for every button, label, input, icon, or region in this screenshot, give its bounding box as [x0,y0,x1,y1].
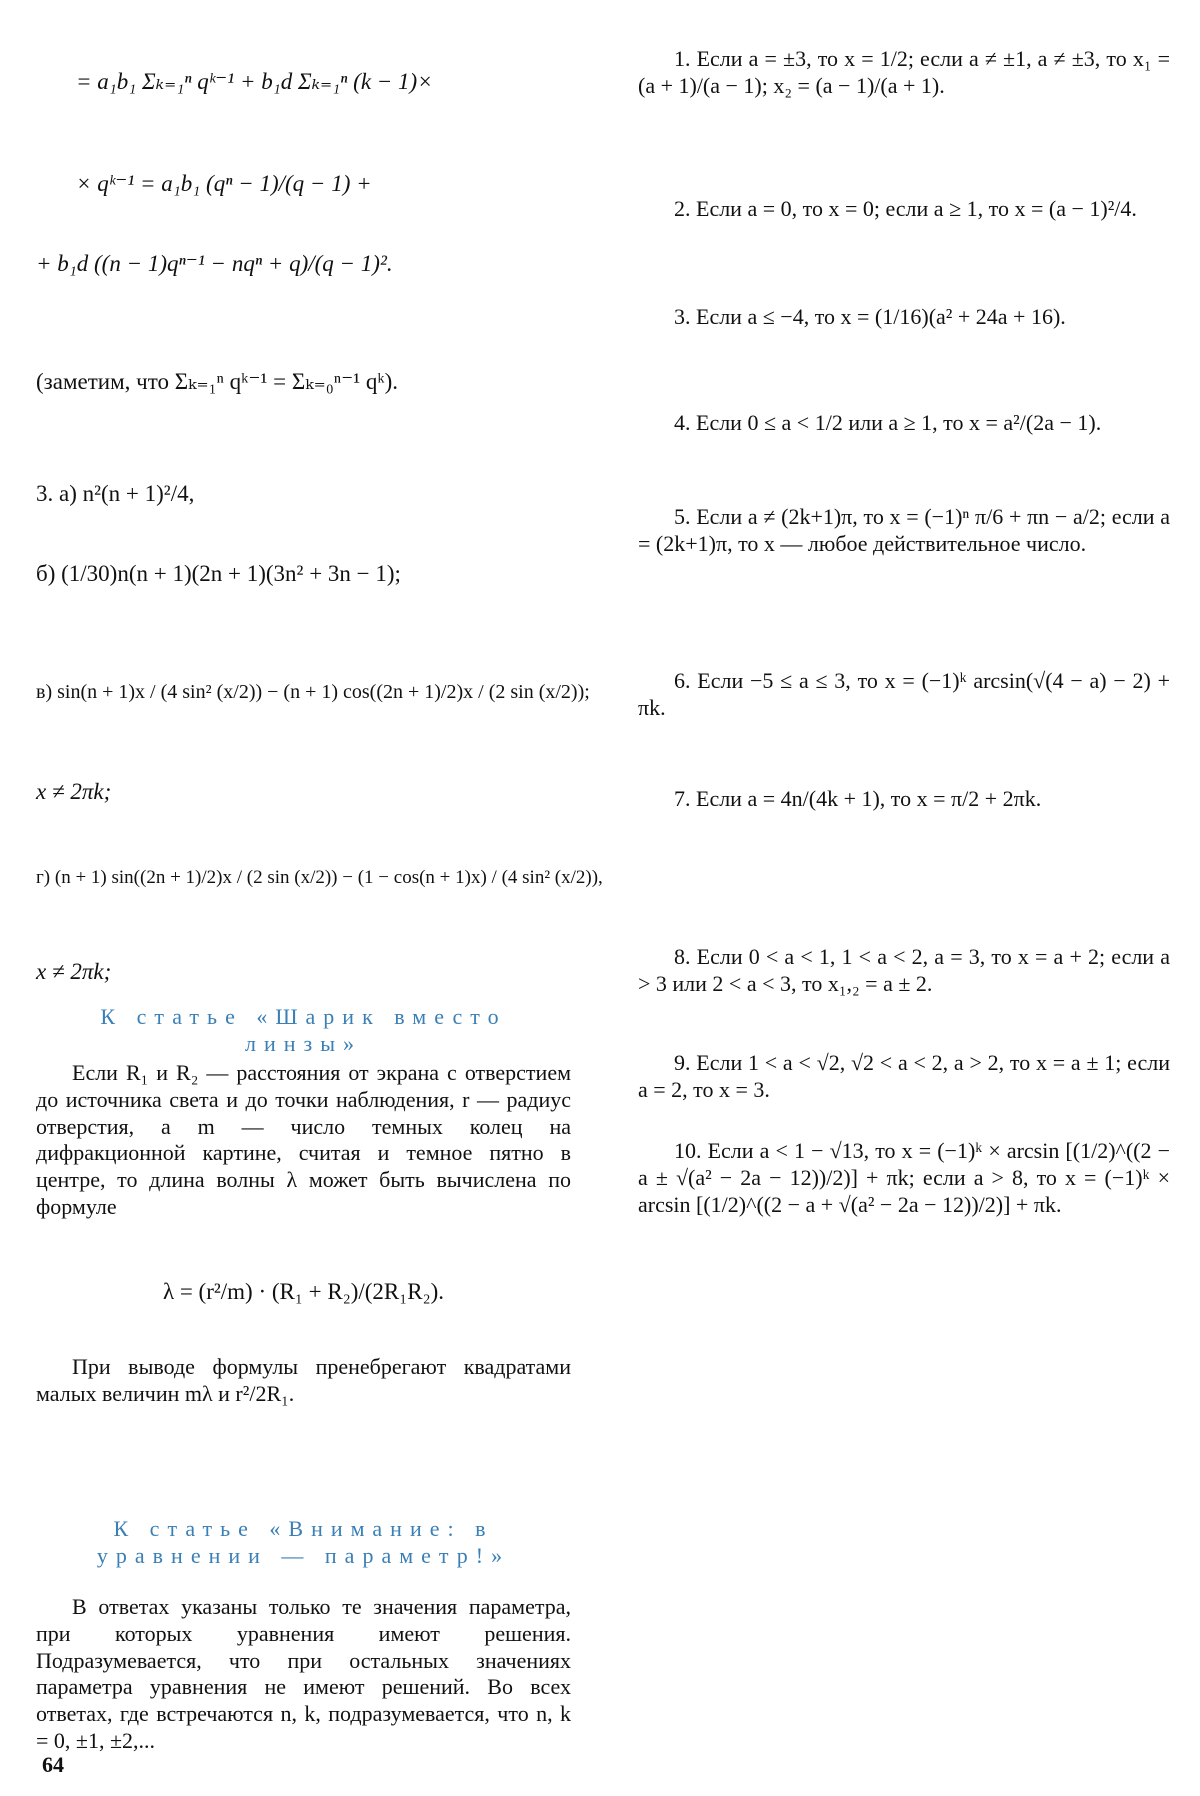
section-heading-parameter: К статье «Внимание: в уравнении — параметр!» [96,1516,511,1568]
formula-line-3: + b₁d ((n − 1)qⁿ⁻¹ − nqⁿ + q)/(q − 1)². [36,251,393,276]
answer-3g-condition: x ≠ 2πk; [36,959,112,984]
answer-3v-condition: x ≠ 2πk; [36,779,112,804]
formula-line-2: × qᵏ⁻¹ = a₁b₁ (qⁿ − 1)/(q − 1) + [76,171,372,196]
page-number: 64 [42,1752,64,1777]
section-parameter-paragraph: В ответах указаны только те значения параметра, при которых уравнения имеют решения. Подразумевается, что при остальных значениях параметра уравнения не имеют решений. Во всех ответах, где встречаются n, k, подразумевается, что n, k = 0, ±1, ±2,... [36,1594,571,1754]
answer-3v: в) sin(n + 1)x / (4 sin² (x/2)) − (n + 1) cos((2n + 1)/2)x / (2 sin (x/2)); [36,681,590,703]
answer-3g: г) (n + 1) sin((2n + 1)/2)x / (2 sin (x/2)) − (1 − cos(n + 1)x) / (4 sin² (x/2)), [36,867,603,888]
wavelength-formula: λ = (r²/m) · (R₁ + R₂)/(2R₁R₂). [162,1279,445,1304]
answer-item-10: 10. Если a < 1 − √13, то x = (−1)ᵏ × arcsin [(1/2)^((2 − a ± √(a² − 2a − 12))/2)] + πk; если a > 8, то x = (−1)ᵏ × arcsin [(1/2)^((2 − a + √(a² − 2a − 12))/2)] + πk. [638,1138,1170,1217]
answer-item-1: 1. Если a = ±3, то x = 1/2; если a ≠ ±1, a ≠ ±3, то x₁ = (a + 1)/(a − 1); x₂ = (a − 1)/(a + 1). [638,46,1170,98]
right-column [638,20,1170,1760]
answer-item-6: 6. Если −5 ≤ a ≤ 3, то x = (−1)ᵏ arcsin(√(4 − a) − 2) + πk. [638,668,1170,720]
answer-item-8: 8. Если 0 < a < 1, 1 < a < 2, a = 3, то x = a + 2; если a > 3 или 2 < a < 3, то x₁,₂ = a ± 2. [638,944,1170,996]
formula-line-1: = a₁b₁ Σₖ₌₁ⁿ qᵏ⁻¹ + b₁d Σₖ₌₁ⁿ (k − 1)× [76,69,433,94]
answer-item-2: 2. Если a = 0, то x = 0; если a ≥ 1, то x = (a − 1)²/4. [674,196,1137,221]
answer-item-7: 7. Если a = 4n/(4k + 1), то x = π/2 + 2πk. [674,786,1042,811]
answer-3b: б) (1/30)n(n + 1)(2n + 1)(3n² + 3n − 1); [36,561,401,586]
answer-item-3: 3. Если a ≤ −4, то x = (1/16)(a² + 24a + 16). [674,304,1066,329]
section-heading-ball-lens: К статье «Шарик вместо линзы» [100,1004,507,1056]
section-ball-lens-paragraph-1: Если R₁ и R₂ — расстояния от экрана с отверстием до источника света и до точки наблюдения, r — радиус отверстия, а m — число темных колец на дифракционной картине, считая и темное пятно в центре, то длина волны λ может быть вычислена по формуле [36,1060,571,1220]
answer-item-4: 4. Если 0 ≤ a < 1/2 или a ≥ 1, то x = a²/(2a − 1). [674,410,1102,435]
left-column [36,20,603,1760]
formula-note: (заметим, что Σₖ₌₁ⁿ qᵏ⁻¹ = Σₖ₌₀ⁿ⁻¹ qᵏ). [36,369,399,394]
answer-3a: 3. а) n²(n + 1)²/4, [36,481,195,506]
answer-item-9: 9. Если 1 < a < √2, √2 < a < 2, a > 2, то x = a ± 1; если a = 2, то x = 3. [638,1050,1170,1102]
section-ball-lens-paragraph-2: При выводе формулы пренебрегают квадратами малых величин mλ и r²/2R₁. [36,1354,571,1406]
answer-item-5: 5. Если a ≠ (2k+1)π, то x = (−1)ⁿ π/6 + πn − a/2; если a = (2k+1)π, то x — любое действительное число. [638,504,1170,556]
